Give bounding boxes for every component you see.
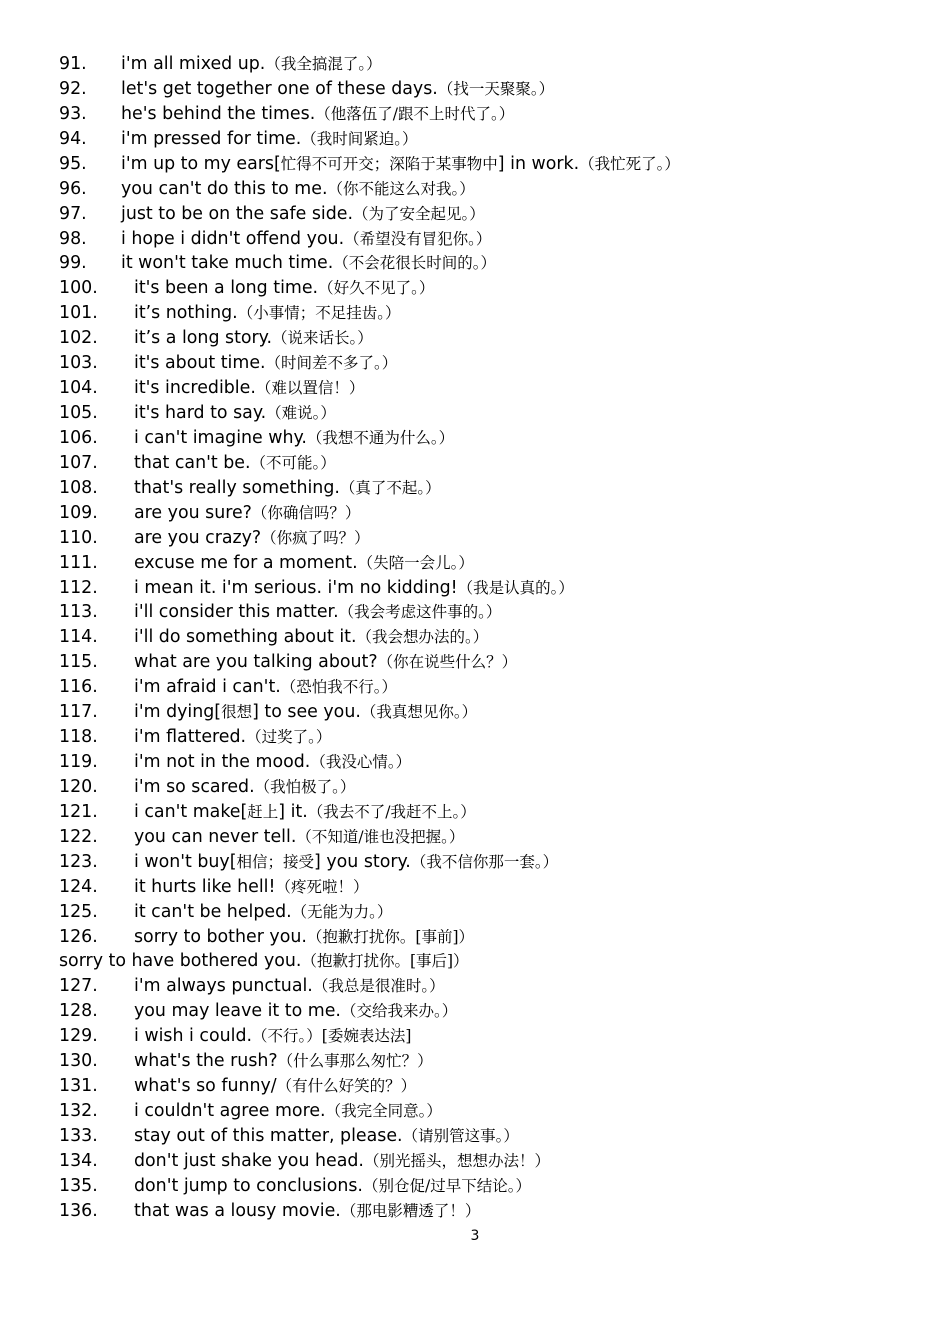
chinese-text: （为了安全起见。） bbox=[353, 204, 485, 223]
phrase-number: 121. bbox=[59, 801, 98, 822]
phrase-line bbox=[59, 900, 392, 925]
phrase-line bbox=[59, 675, 397, 700]
chinese-text: 忙得不可开交；深陷于某事物中 bbox=[280, 154, 498, 173]
phrase-line bbox=[59, 501, 360, 526]
phrase-number: 104. bbox=[59, 378, 98, 399]
phrase-number: 93. bbox=[59, 103, 87, 124]
english-text: i'm up to my ears[ bbox=[121, 153, 281, 174]
english-text: i'm so scared. bbox=[134, 776, 255, 797]
chinese-text: （别光摇头，想想办法！） bbox=[363, 1151, 550, 1170]
phrase-line bbox=[59, 177, 475, 202]
phrase-number: 105. bbox=[59, 403, 98, 424]
chinese-text: （不知道/谁也没把握。） bbox=[296, 827, 465, 846]
chinese-text: （不可能。） bbox=[250, 453, 336, 472]
english-text: that was a lousy movie. bbox=[134, 1200, 341, 1221]
phrase-number: 120. bbox=[59, 776, 98, 797]
english-text: what are you talking about? bbox=[134, 652, 378, 673]
phrase-line bbox=[59, 251, 496, 276]
chinese-text: （他落伍了/跟不上时代了。） bbox=[315, 104, 515, 123]
phrase-line bbox=[59, 576, 574, 601]
phrase-line bbox=[59, 351, 397, 376]
chinese-text: （有什么好笑的？） bbox=[276, 1077, 417, 1096]
chinese-text: （我时间紧迫。） bbox=[301, 129, 418, 148]
chinese-text: （不行。）[委婉表达法] bbox=[252, 1027, 412, 1046]
chinese-text: （我怕极了。） bbox=[254, 777, 356, 796]
english-text: what's so funny/ bbox=[134, 1076, 277, 1097]
chinese-text: （什么事那么匆忙？） bbox=[277, 1052, 433, 1071]
english-text: he's behind the times. bbox=[121, 103, 316, 124]
phrase-number: 133. bbox=[59, 1125, 98, 1146]
phrase-line bbox=[59, 202, 485, 227]
phrase-line bbox=[59, 451, 336, 476]
chinese-text: （抱歉打扰你。[事前]） bbox=[306, 927, 474, 946]
english-text: it's hard to say. bbox=[134, 403, 267, 424]
chinese-text: （难说。） bbox=[266, 404, 336, 423]
chinese-text: （我会考虑这件事的。） bbox=[338, 603, 502, 622]
english-text: it’s a long story. bbox=[134, 328, 273, 349]
chinese-text: （别仓促/过早下结论。） bbox=[362, 1176, 531, 1195]
phrase-line bbox=[59, 276, 434, 301]
chinese-text: （疼死啦！） bbox=[275, 877, 369, 896]
english-text: are you sure? bbox=[134, 502, 252, 523]
phrase-line bbox=[59, 152, 680, 177]
english-text: it's been a long time. bbox=[134, 278, 319, 299]
phrase-number: 100. bbox=[59, 278, 98, 299]
chinese-text: （我真想见你。） bbox=[360, 703, 478, 722]
english-text: let's get together one of these days. bbox=[121, 78, 438, 99]
phrase-line bbox=[59, 77, 554, 102]
phrase-line bbox=[59, 1049, 433, 1074]
phrase-line bbox=[59, 725, 331, 750]
phrase-number: 130. bbox=[59, 1051, 98, 1072]
phrase-line bbox=[59, 800, 476, 825]
phrase-number: 108. bbox=[59, 477, 98, 498]
english-text: that's really something. bbox=[134, 477, 340, 498]
english-text: it's about time. bbox=[134, 353, 266, 374]
chinese-text: （我不信你那一套。） bbox=[410, 852, 559, 871]
chinese-text: （恐怕我不行。） bbox=[280, 678, 398, 697]
phrase-line bbox=[59, 476, 441, 501]
english-text: i couldn't agree more. bbox=[134, 1101, 326, 1122]
phrase-line bbox=[59, 1024, 411, 1049]
phrase-line bbox=[59, 949, 469, 974]
phrase-number: 94. bbox=[59, 128, 87, 149]
phrase-number: 117. bbox=[59, 702, 98, 723]
phrase-line bbox=[59, 102, 514, 127]
chinese-text: （那电影糟透了！） bbox=[340, 1201, 481, 1220]
phrase-number: 122. bbox=[59, 826, 98, 847]
english-text: what's the rush? bbox=[134, 1051, 278, 1072]
chinese-text: （我总是很准时。） bbox=[312, 977, 445, 996]
chinese-text: （说来话长。） bbox=[272, 329, 373, 348]
phrase-number: 127. bbox=[59, 976, 98, 997]
english-text: it hurts like hell! bbox=[134, 876, 276, 897]
chinese-text: （你不能这么对我。） bbox=[327, 179, 475, 198]
english-text: i can't make[ bbox=[134, 801, 248, 822]
english-text: i'm all mixed up. bbox=[121, 54, 266, 74]
chinese-text: （好久不见了。） bbox=[318, 279, 435, 298]
english-text: i'm always punctual. bbox=[134, 976, 313, 997]
english-text: it’s nothing. bbox=[134, 303, 238, 324]
phrase-line bbox=[59, 127, 418, 152]
english-text: excuse me for a moment. bbox=[134, 552, 358, 573]
chinese-text: （难以置信！） bbox=[255, 379, 365, 398]
english-text: i hope i didn't offend you. bbox=[121, 228, 345, 249]
chinese-text: （失陪一会儿。） bbox=[357, 553, 474, 572]
phrase-number: 123. bbox=[59, 851, 98, 872]
english-text: that can't be. bbox=[134, 452, 251, 473]
english-text: ] it. bbox=[278, 801, 308, 822]
chinese-text: （真了不起。） bbox=[339, 478, 441, 497]
phrase-line bbox=[59, 52, 382, 77]
phrase-number: 124. bbox=[59, 876, 98, 897]
phrase-line bbox=[59, 301, 400, 326]
english-text: sorry to bother you. bbox=[134, 926, 307, 947]
phrase-number: 136. bbox=[59, 1200, 98, 1221]
phrase-number: 96. bbox=[59, 178, 87, 199]
phrase-line bbox=[59, 1099, 442, 1124]
english-text: just to be on the safe side. bbox=[121, 203, 353, 224]
chinese-text: 很想 bbox=[221, 703, 253, 722]
english-text: you can never tell. bbox=[134, 826, 297, 847]
chinese-text: （我完全同意。） bbox=[325, 1102, 442, 1121]
phrase-number: 102. bbox=[59, 328, 98, 349]
phrase-line bbox=[59, 875, 369, 900]
english-text: it won't take much time. bbox=[121, 253, 334, 274]
chinese-text: 赶上 bbox=[247, 802, 279, 821]
phrase-number: 131. bbox=[59, 1076, 98, 1097]
english-text: i'm flattered. bbox=[134, 727, 247, 748]
chinese-text: （你确信吗？） bbox=[251, 503, 361, 522]
english-text: it can't be helped. bbox=[134, 901, 292, 922]
chinese-text: （我没心情。） bbox=[310, 753, 412, 772]
phrase-number: 113. bbox=[59, 602, 98, 623]
phrase-number: 99. bbox=[59, 253, 87, 274]
phrase-line bbox=[59, 700, 477, 725]
english-text: you may leave it to me. bbox=[134, 1001, 341, 1022]
chinese-text: （你疯了吗？） bbox=[261, 528, 370, 547]
phrase-line bbox=[59, 625, 488, 650]
english-text: ] to see you. bbox=[252, 702, 361, 723]
phrase-line bbox=[59, 326, 373, 351]
phrase-number: 97. bbox=[59, 203, 87, 224]
phrase-number: 114. bbox=[59, 627, 98, 648]
english-text: i mean it. i'm serious. i'm no kidding! bbox=[134, 577, 458, 598]
phrase-line bbox=[59, 526, 370, 551]
english-text: i'm dying[ bbox=[134, 702, 222, 723]
chinese-text: （希望没有冒犯你。） bbox=[344, 229, 492, 248]
phrase-line bbox=[59, 850, 558, 875]
chinese-text: 相信；接受 bbox=[236, 852, 315, 871]
english-text: don't just shake you head. bbox=[134, 1150, 364, 1171]
chinese-text: （我去不了/我赶不上。） bbox=[307, 802, 476, 821]
phrase-number: 95. bbox=[59, 153, 87, 174]
english-text: ] in work. bbox=[497, 153, 580, 174]
english-text: i'm not in the mood. bbox=[134, 752, 311, 773]
page-number: 3 bbox=[470, 1228, 480, 1244]
chinese-text: （我想不通为什么。） bbox=[306, 428, 455, 447]
phrase-number: 132. bbox=[59, 1101, 98, 1122]
phrase-number: 129. bbox=[59, 1026, 98, 1047]
phrase-number: 135. bbox=[59, 1175, 98, 1196]
chinese-text: （请别管这事。） bbox=[402, 1126, 519, 1145]
chinese-text: （你在说些什么？） bbox=[377, 653, 518, 672]
chinese-text: （无能为力。） bbox=[291, 902, 393, 921]
phrase-line bbox=[59, 775, 355, 800]
english-text: ] you story. bbox=[314, 851, 411, 872]
phrase-number: 109. bbox=[59, 502, 98, 523]
phrase-line bbox=[59, 974, 445, 999]
phrase-line bbox=[59, 1199, 480, 1224]
phrase-number: 101. bbox=[59, 303, 98, 324]
phrase-line bbox=[59, 551, 474, 576]
english-text: you can't do this to me. bbox=[121, 178, 328, 199]
phrase-number: 125. bbox=[59, 901, 98, 922]
phrase-line bbox=[59, 426, 454, 451]
english-text: i can't imagine why. bbox=[134, 427, 307, 448]
phrase-number: 134. bbox=[59, 1150, 98, 1171]
chinese-text: （我全搞混了。） bbox=[265, 55, 382, 73]
chinese-text: （过奖了。） bbox=[246, 728, 332, 747]
phrase-line bbox=[59, 1124, 519, 1149]
chinese-text: （抱歉打扰你。[事后]） bbox=[301, 952, 469, 971]
phrase-line bbox=[59, 227, 491, 252]
phrase-line bbox=[59, 999, 457, 1024]
phrase-number: 128. bbox=[59, 1001, 98, 1022]
english-text: sorry to have bothered you. bbox=[59, 951, 302, 972]
phrase-number: 112. bbox=[59, 577, 98, 598]
chinese-text: （找一天聚聚。） bbox=[437, 79, 555, 98]
english-text: i'll consider this matter. bbox=[134, 602, 339, 623]
chinese-text: （时间差不多了。） bbox=[265, 354, 398, 373]
chinese-text: （交给我来办。） bbox=[340, 1002, 458, 1021]
phrase-line bbox=[59, 1174, 531, 1199]
english-text: i wish i could. bbox=[134, 1026, 253, 1047]
english-text: i'll do something about it. bbox=[134, 627, 357, 648]
chinese-text: （我忙死了。） bbox=[579, 154, 680, 173]
english-text: don't jump to conclusions. bbox=[134, 1175, 363, 1196]
phrase-number: 106. bbox=[59, 427, 98, 448]
phrase-number: 118. bbox=[59, 727, 98, 748]
phrase-line bbox=[59, 650, 517, 675]
phrase-number: 107. bbox=[59, 452, 98, 473]
phrase-number: 116. bbox=[59, 677, 98, 698]
chinese-text: （小事情；不足挂齿。） bbox=[237, 304, 401, 323]
phrase-number: 98. bbox=[59, 228, 87, 249]
phrase-number: 111. bbox=[59, 552, 98, 573]
chinese-text: （不会花很长时间的。） bbox=[333, 254, 497, 273]
phrase-number: 103. bbox=[59, 353, 98, 374]
phrase-line bbox=[59, 825, 464, 850]
phrase-line bbox=[59, 1149, 550, 1174]
phrase-line bbox=[59, 925, 474, 950]
chinese-text: （我会想办法的。） bbox=[356, 628, 489, 647]
phrase-number: 110. bbox=[59, 527, 98, 548]
phrase-number: 115. bbox=[59, 652, 98, 673]
english-text: i won't buy[ bbox=[134, 851, 237, 872]
phrase-line bbox=[59, 1074, 416, 1099]
phrase-line bbox=[59, 376, 364, 401]
english-text: stay out of this matter, please. bbox=[134, 1125, 403, 1146]
phrase-number: 92. bbox=[59, 78, 87, 99]
phrase-line bbox=[59, 600, 501, 625]
english-text: i'm afraid i can't. bbox=[134, 677, 281, 698]
phrase-number: 119. bbox=[59, 752, 98, 773]
phrase-number: 126. bbox=[59, 926, 98, 947]
english-text: are you crazy? bbox=[134, 527, 262, 548]
phrase-line bbox=[59, 401, 336, 426]
phrase-number: 91. bbox=[59, 54, 87, 74]
english-text: it's incredible. bbox=[134, 378, 256, 399]
chinese-text: （我是认真的。） bbox=[457, 578, 574, 597]
english-text: i'm pressed for time. bbox=[121, 128, 302, 149]
phrase-line bbox=[59, 750, 411, 775]
